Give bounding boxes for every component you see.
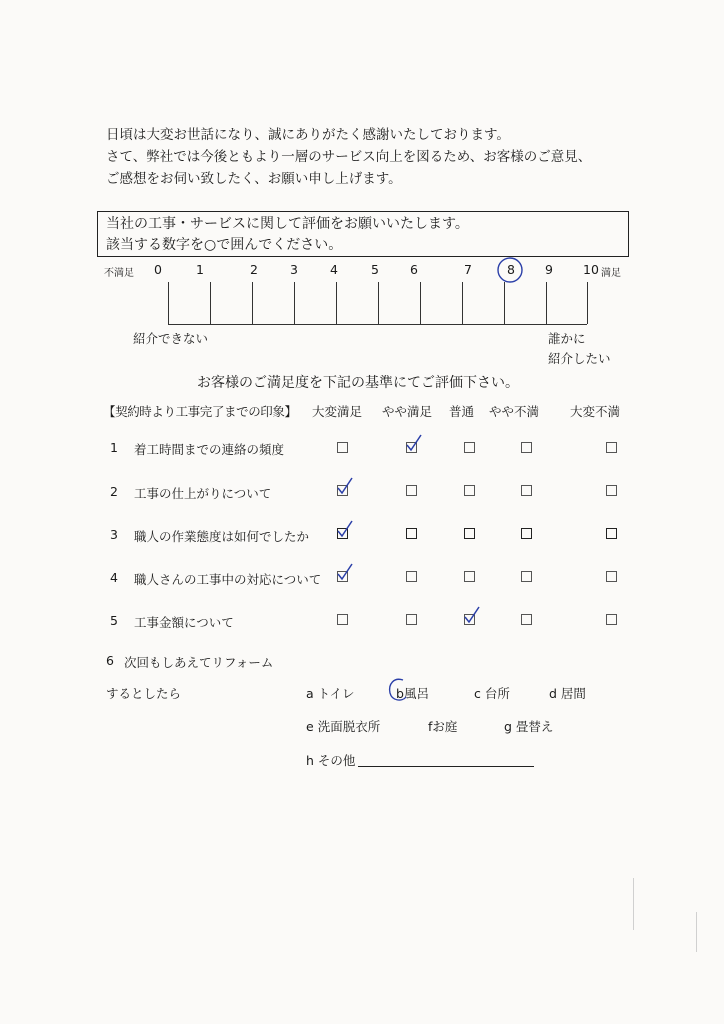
option-key: h <box>306 753 314 768</box>
other-answer-line[interactable] <box>358 766 534 767</box>
row-number: 2 <box>110 484 118 499</box>
intro-line-2: さて、弊社では今後ともより一層のサービス向上を図るため、お客様のご意見、 <box>106 149 592 165</box>
checkbox-very-satisfied[interactable] <box>337 614 348 625</box>
q6-text-line-2: するとしたら <box>106 686 182 701</box>
checkbox-neutral[interactable] <box>464 528 475 539</box>
checkmark-icon <box>463 606 481 624</box>
option-label: お庭 <box>432 719 458 734</box>
scale-number-8[interactable]: 8 <box>507 262 515 277</box>
intro-line-3: ご感想をお伺い致したく、お願い申し上げます。 <box>106 171 402 187</box>
selection-circle-icon <box>386 676 412 704</box>
option-kitchen[interactable] <box>474 684 510 702</box>
row-number: 3 <box>110 527 118 542</box>
option-garden[interactable] <box>428 717 457 735</box>
scale-number-3[interactable]: 3 <box>290 262 298 277</box>
scale-tick <box>378 282 379 324</box>
option-toilet[interactable] <box>306 684 355 702</box>
scale-number-4[interactable]: 4 <box>330 262 338 277</box>
checkbox-somewhat-satisfied[interactable] <box>406 571 417 582</box>
scale-number-6[interactable]: 6 <box>410 262 418 277</box>
column-header-somewhat-dissatisfied: やや不満 <box>489 404 540 419</box>
checkbox-somewhat-satisfied[interactable] <box>406 485 417 496</box>
checkbox-very-dissatisfied[interactable] <box>606 614 617 625</box>
option-label: 居間 <box>560 686 586 701</box>
checkbox-very-dissatisfied[interactable] <box>606 528 617 539</box>
row-number: 5 <box>110 613 118 628</box>
scale-number-7[interactable]: 7 <box>464 262 472 277</box>
option-label: トイレ <box>317 686 355 701</box>
scale-number-1[interactable]: 1 <box>196 262 204 277</box>
scale-axis <box>168 324 587 325</box>
option-key: a <box>306 686 314 701</box>
scale-tick <box>462 282 463 324</box>
column-header-somewhat-satisfied: やや満足 <box>382 404 433 419</box>
row-number: 4 <box>110 570 118 585</box>
scan-artifact <box>633 878 634 930</box>
checkbox-very-dissatisfied[interactable] <box>606 485 617 496</box>
option-key: e <box>306 719 314 734</box>
instruction-line-2: 該当する数字を○で囲んでください。 <box>106 237 343 253</box>
checkbox-very-dissatisfied[interactable] <box>606 571 617 582</box>
instruction-line-1: 当社の工事・サービスに関して評価をお願いいたします。 <box>106 216 469 232</box>
q6-text-line-1: 次回もしあえてリフォーム <box>124 655 274 670</box>
option-label: 風呂 <box>403 686 429 701</box>
scale-high-caption-2: 紹介したい <box>548 351 611 366</box>
scale-tick <box>546 282 547 324</box>
option-tatami[interactable] <box>504 717 553 735</box>
row-question: 職人の作業態度は如何でしたか <box>134 529 310 544</box>
scale-number-0[interactable]: 0 <box>154 262 162 277</box>
checkbox-very-satisfied[interactable] <box>337 442 348 453</box>
option-living-room[interactable] <box>549 684 586 702</box>
scale-tick <box>210 282 211 324</box>
scale-tick <box>252 282 253 324</box>
scale-tick <box>294 282 295 324</box>
row-question: 着工時間までの連絡の頻度 <box>134 442 285 457</box>
scan-artifact <box>696 912 697 952</box>
option-key: b <box>396 686 404 701</box>
checkbox-somewhat-dissatisfied[interactable] <box>521 614 532 625</box>
table-row-header: 【契約時より工事完了までの印象】 <box>103 404 297 419</box>
selection-circle-icon <box>495 256 525 284</box>
row-question: 職人さんの工事中の対応について <box>134 572 322 587</box>
scale-low-caption: 紹介できない <box>133 331 209 346</box>
checkbox-somewhat-dissatisfied[interactable] <box>521 528 532 539</box>
checkmark-icon <box>336 563 354 581</box>
instruction-box <box>97 211 629 257</box>
row-number: 1 <box>110 440 118 455</box>
option-key: f <box>428 719 433 734</box>
column-header-very-dissatisfied: 大変不満 <box>570 404 621 419</box>
scale-high-caption-1: 誰かに <box>548 331 586 346</box>
scale-number-9[interactable]: 9 <box>545 262 553 277</box>
checkbox-somewhat-dissatisfied[interactable] <box>521 485 532 496</box>
scale-tick <box>587 282 588 324</box>
scale-tick <box>504 282 505 324</box>
scale-tick <box>168 282 169 324</box>
checkbox-neutral[interactable] <box>464 485 475 496</box>
option-label: 洗面脱衣所 <box>317 719 381 734</box>
checkmark-icon <box>336 477 354 495</box>
scale-number-10[interactable]: 10 <box>583 262 599 277</box>
scale-left-label: 不満足 <box>104 268 134 279</box>
option-key: c <box>474 686 481 701</box>
column-header-neutral: 普通 <box>449 404 475 419</box>
option-key: g <box>504 719 512 734</box>
section-title: お客様のご満足度を下記の基準にてご評価下さい。 <box>197 375 519 391</box>
checkmark-icon <box>336 520 354 538</box>
checkbox-neutral[interactable] <box>464 442 475 453</box>
option-label: 台所 <box>484 686 510 701</box>
scale-tick <box>336 282 337 324</box>
option-label: その他 <box>317 753 356 768</box>
checkbox-somewhat-dissatisfied[interactable] <box>521 571 532 582</box>
checkbox-somewhat-satisfied[interactable] <box>406 528 417 539</box>
checkmark-icon <box>405 434 423 452</box>
scale-right-label: 満足 <box>601 268 621 279</box>
row-question: 工事の仕上がりについて <box>134 486 272 501</box>
checkbox-very-dissatisfied[interactable] <box>606 442 617 453</box>
checkbox-somewhat-dissatisfied[interactable] <box>521 442 532 453</box>
option-other[interactable] <box>306 751 355 769</box>
option-washroom[interactable] <box>306 717 380 735</box>
row-question: 工事金額について <box>134 615 234 630</box>
intro-line-1: 日頃は大変お世話になり、誠にありがたく感謝いたしております。 <box>106 127 510 143</box>
checkbox-neutral[interactable] <box>464 571 475 582</box>
scale-tick <box>420 282 421 324</box>
option-key: d <box>549 686 557 701</box>
scale-number-5[interactable]: 5 <box>371 262 379 277</box>
scale-number-2[interactable]: 2 <box>250 262 258 277</box>
column-header-very-satisfied: 大変満足 <box>312 404 363 419</box>
option-label: 畳替え <box>515 719 554 734</box>
q6-number: 6 <box>106 653 114 668</box>
checkbox-somewhat-satisfied[interactable] <box>406 614 417 625</box>
